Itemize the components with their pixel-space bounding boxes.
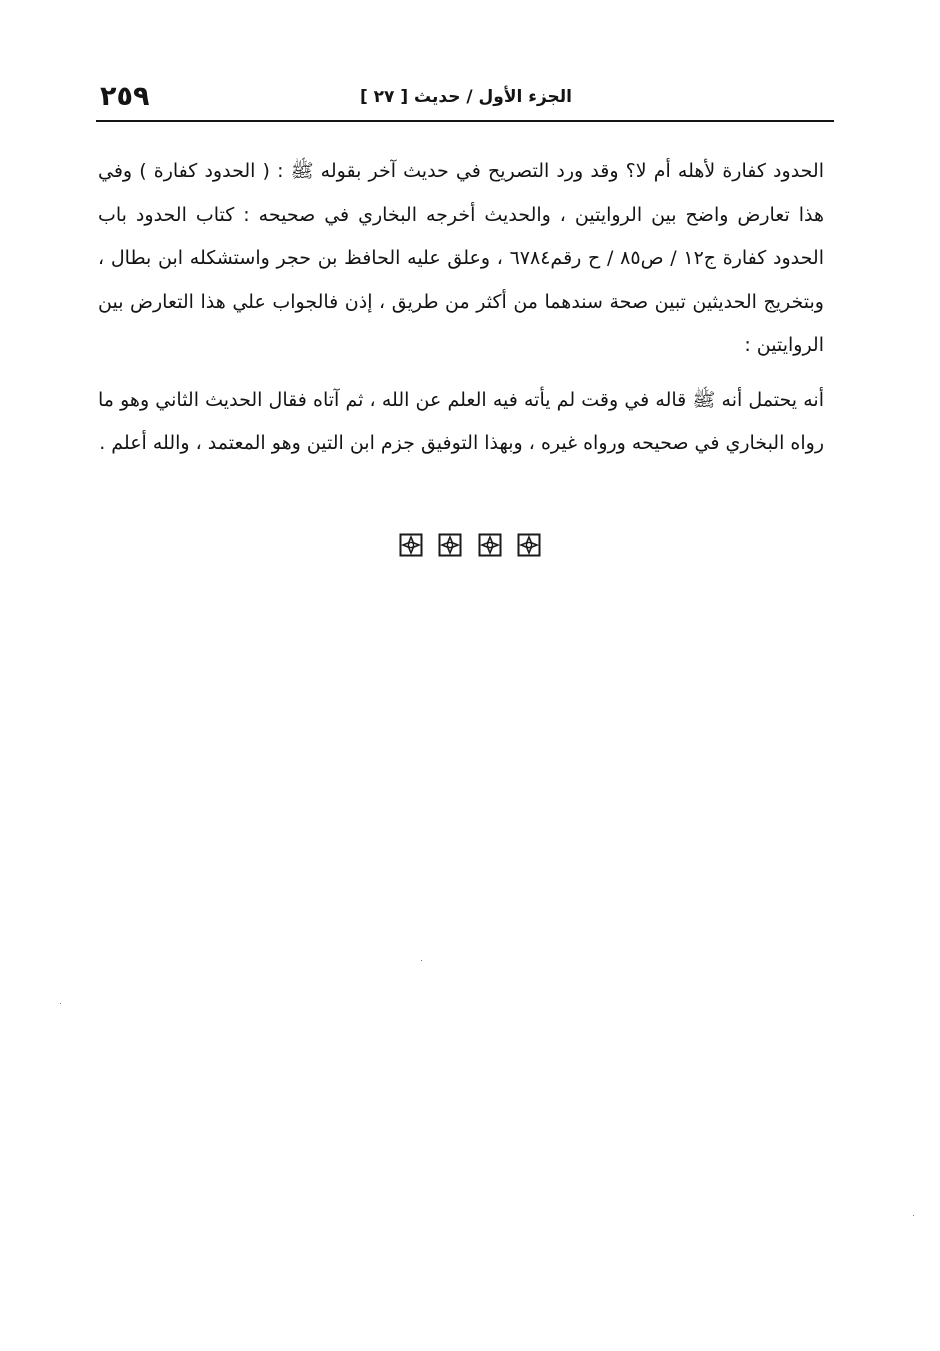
ornament-star-icon: [517, 533, 541, 557]
body-text: [98, 150, 824, 466]
ornament-star-icon: [478, 533, 502, 557]
scan-speck: [421, 960, 422, 961]
section-end-ornaments: [399, 533, 541, 559]
paragraph-2: أنه يحتمل أنه ﷺ قاله في وقت لم يأته فيه العلم عن الله ، ثم آتاه فقال الحديث الثاني وهو ما رواه البخاري في صحيحه ورواه غيره ، وبهذا التوفيق جزم ابن التين وهو المعتمد ، والله أعلم .: [98, 388, 824, 454]
paragraph-1: الحدود كفارة لأهله أم لا؟ وقد ورد التصريح في حديث آخر بقوله ﷺ : ( الحدود كفارة ) وفي هذا تعارض واضح بين الروايتين ، والحديث أخرجه البخاري في صحيحه : كتاب الحدود باب الحدود كفارة ج١٢ / ص٨٥ / ح رقم٦٧٨٤ ، وعلق عليه الحافظ بن حجر واستشكله ابن بطال ، وبتخريج الحديثين تبين صحة سندهما من أكثر من طريق ، إذن فالجواب علي هذا التعارض بين الروايتين :: [98, 160, 824, 356]
scan-speck: [60, 1003, 61, 1004]
header-rule: [96, 120, 834, 122]
scan-speck: [913, 1215, 914, 1216]
running-head: الجزء الأول / حديث [ ٢٧ ]: [359, 87, 572, 107]
ornament-star-icon: [399, 533, 423, 557]
page-header: [96, 76, 834, 120]
page-number: ٢٥٩: [100, 81, 150, 112]
ornament-star-icon: [438, 533, 462, 557]
